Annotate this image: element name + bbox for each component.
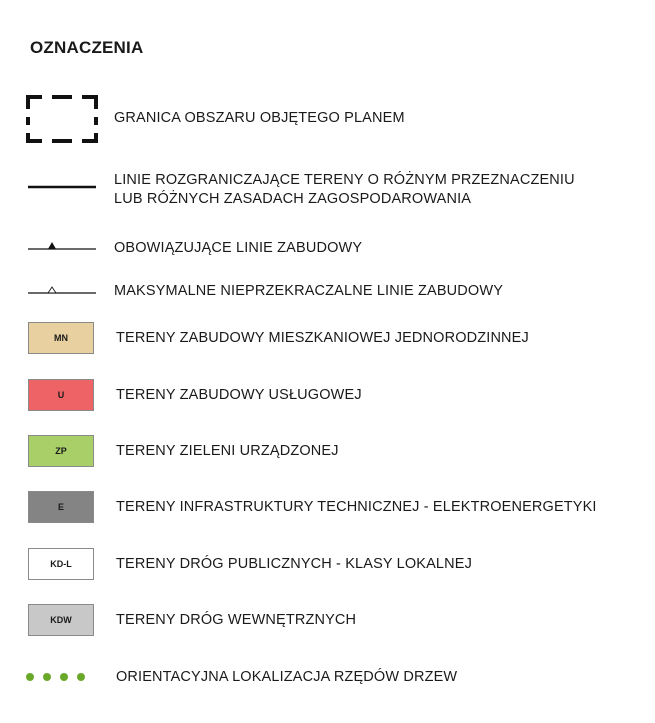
legend-title: OZNACZENIA — [30, 38, 144, 57]
max-building-line-label: MAKSYMALNE NIEPRZEKRACZALNE LINIE ZABUDOWY — [114, 283, 504, 299]
zone-kdl-label: TERENY DRÓG PUBLICZNYCH - KLASY LOKALNEJ — [116, 556, 472, 572]
zone-u-label: TERENY ZABUDOWY USŁUGOWEJ — [116, 387, 362, 403]
swatch-kdw — [28, 604, 94, 636]
zone-kdw-label: TERENY DRÓG WEWNĘTRZNYCH — [116, 612, 357, 628]
swatch-mn — [28, 322, 94, 354]
zone-mn-label: TERENY ZABUDOWY MIESZKANIOWEJ JEDNORODZINNEJ — [116, 330, 529, 346]
tree-dot — [43, 673, 51, 681]
mandatory-building-line-symbol — [28, 240, 96, 252]
swatch-kdl — [28, 548, 94, 580]
demarcation-line-symbol — [28, 185, 96, 189]
demarcation-line-label-2: LUB RÓŻNYCH ZASADACH ZAGOSPODAROWANIA — [114, 191, 472, 207]
tree-dot — [26, 673, 34, 681]
zone-zp-label: TERENY ZIELENI URZĄDZONEJ — [116, 443, 339, 459]
plan-boundary-symbol — [26, 95, 98, 143]
mandatory-building-line-label: OBOWIĄZUJĄCE LINIE ZABUDOWY — [114, 240, 363, 256]
tree-dot — [60, 673, 68, 681]
swatch-e-code: E — [57, 502, 64, 512]
demarcation-line-label-1: LINIE ROZGRANICZAJĄCE TERENY O RÓŻNYM PRZEZNACZENIU — [114, 172, 575, 188]
plan-boundary-label: GRANICA OBSZARU OBJĘTEGO PLANEM — [114, 110, 405, 126]
swatch-zp — [28, 435, 94, 467]
max-building-line-symbol — [28, 284, 96, 296]
swatch-e — [28, 491, 94, 523]
tree-dot — [77, 673, 85, 681]
swatch-mn-code: MN — [54, 333, 68, 343]
swatch-u-code: U — [57, 390, 65, 400]
swatch-kdl-code: KD-L — [50, 559, 72, 569]
swatch-zp-code: ZP — [55, 446, 67, 456]
swatch-u — [28, 379, 94, 411]
tree-row-label: ORIENTACYJNA LOKALIZACJA RZĘDÓW DRZEW — [116, 669, 458, 685]
swatch-kdw-code: KDW — [50, 615, 72, 625]
zone-e-label: TERENY INFRASTRUKTURY TECHNICZNEJ - ELEKTROENERGETYKI — [116, 499, 597, 515]
